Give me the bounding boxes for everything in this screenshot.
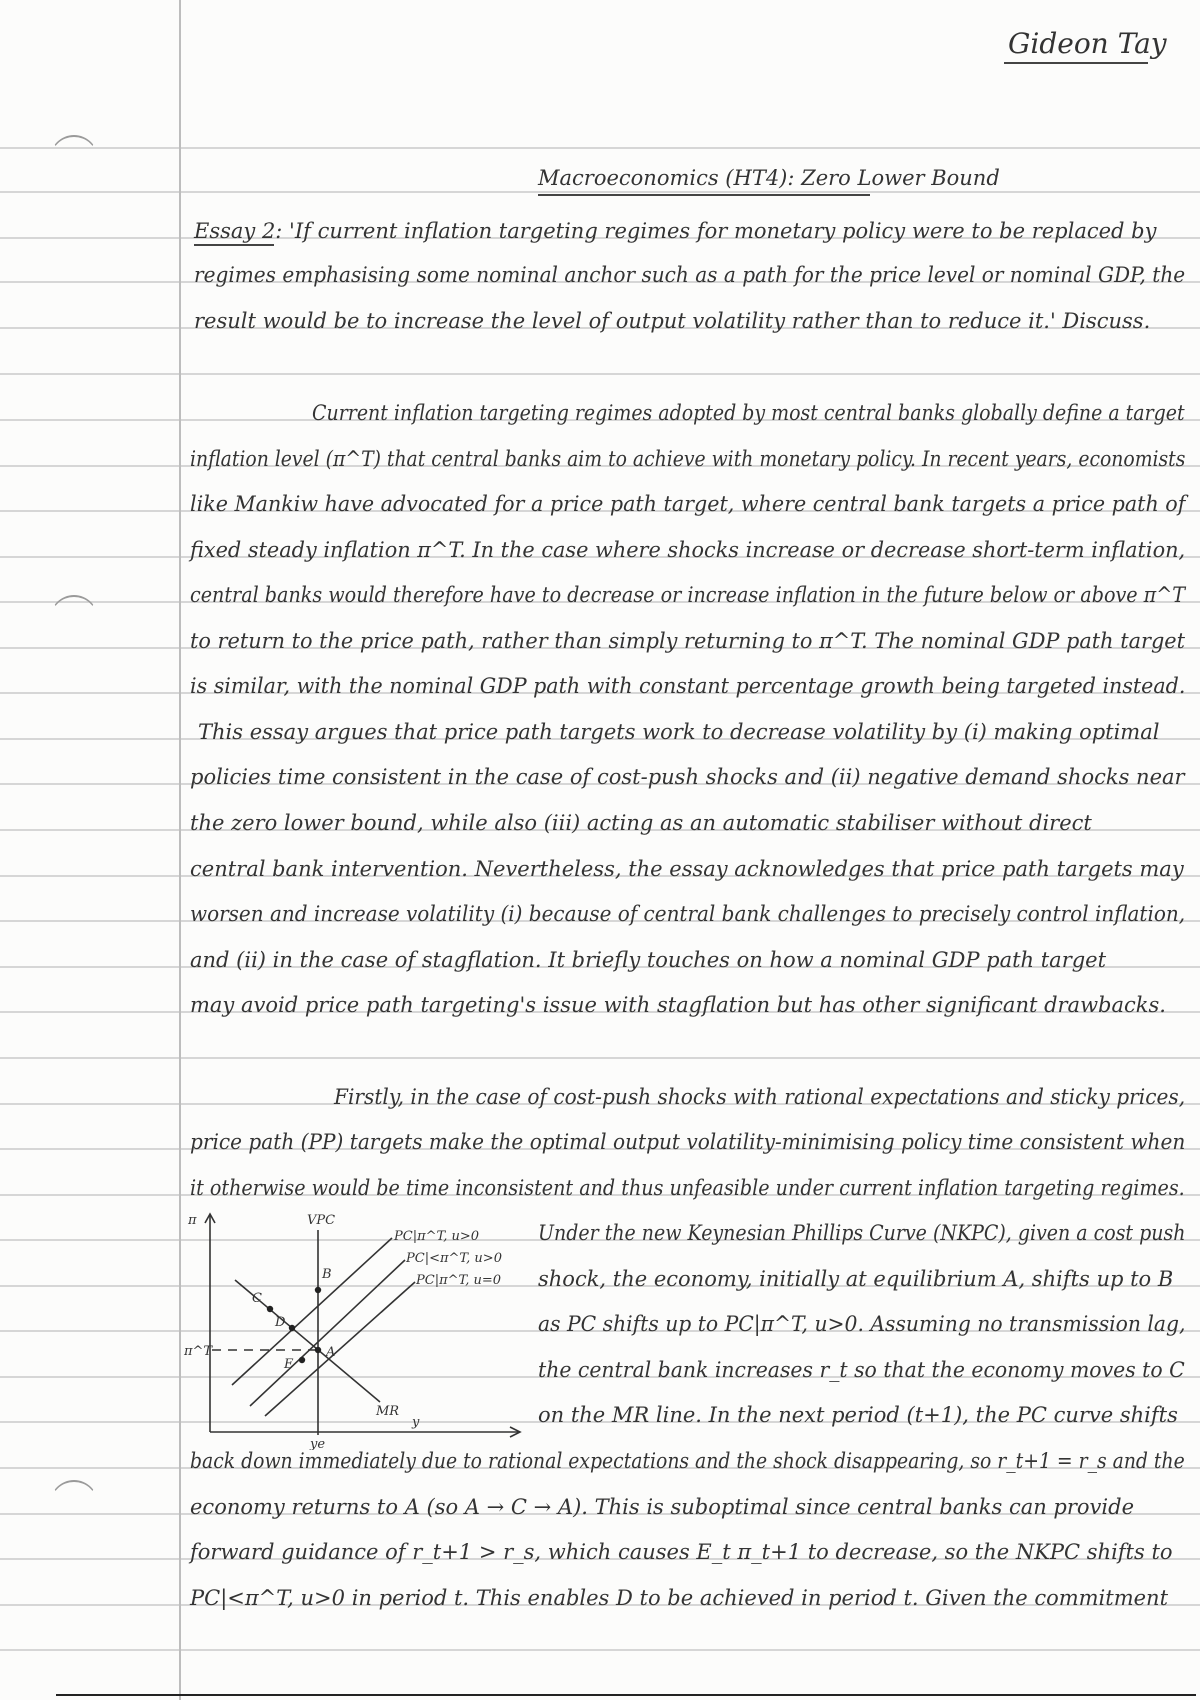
point-e [299, 1357, 305, 1363]
page-bottom-rule [56, 1694, 1196, 1696]
punch-hole [50, 135, 98, 183]
body-line: PC|<π^T, u>0 in period t. This enables D to be achieved in period t. Given the commitment [190, 1586, 1169, 1610]
body-line: the zero lower bound, while also (iii) acting as an automatic stabiliser without direct [190, 811, 1092, 835]
point-b [315, 1287, 321, 1293]
body-line: to return to the price path, rather than simply returning to π^T. The nominal GDP path target [190, 629, 1186, 653]
body-line: it otherwise would be time inconsistent and thus unfeasible under current inflation targeting regimes. [190, 1176, 1185, 1200]
body-line: forward guidance of r_t+1 > r_s, which causes E_t π_t+1 to decrease, so the NKPC shifts to [190, 1540, 1173, 1564]
body-line: shock, the economy, initially at equilibrium A, shifts up to B [538, 1267, 1174, 1291]
body-line: Under the new Keynesian Phillips Curve (NKPC), given a cost push [538, 1221, 1186, 1245]
curve-label-pc-up: PC|π^T, u>0 [394, 1229, 480, 1244]
body-line: like Mankiw have advocated for a price path target, where central bank targets a price path of [190, 492, 1186, 516]
author-name: Gideon Tay [1008, 27, 1167, 60]
point-label-e: E [284, 1357, 294, 1372]
curve-label-mr: MR [376, 1404, 400, 1419]
body-line: as PC shifts up to PC|π^T, u>0. Assuming no transmission lag, [538, 1312, 1186, 1336]
point-c [267, 1306, 273, 1312]
y-axis-label: π [188, 1213, 197, 1228]
essay-prompt-line: regimes emphasising some nominal anchor such as a path for the price level or nominal GDP, the [194, 263, 1186, 287]
point-d [289, 1325, 295, 1331]
point-label-c: C [252, 1291, 262, 1306]
point-a [315, 1347, 321, 1353]
point-label-b: B [322, 1267, 332, 1282]
x-tick-label: ye [310, 1437, 326, 1450]
curve-label-pc-below: PC|<π^T, u>0 [406, 1251, 502, 1266]
point-label-a: A [326, 1345, 336, 1360]
body-line: central bank intervention. Nevertheless, the essay acknowledges that price path targets may [190, 857, 1184, 881]
body-line: economy returns to A (so A → C → A). This is suboptimal since central banks can provide [190, 1495, 1135, 1519]
body-line: worsen and increase volatility (i) because of central bank challenges to precisely control inflation, [190, 902, 1186, 926]
body-line: Current inflation targeting regimes adopted by most central banks globally define a target [312, 401, 1185, 425]
pc-original [265, 1282, 415, 1416]
essay-label-underline [194, 244, 274, 246]
page-title: Macroeconomics (HT4): Zero Lower Bound [538, 166, 1000, 190]
body-line: This essay argues that price path targets work to decrease volatility by (i) making optimal [198, 720, 1160, 744]
body-line: is similar, with the nominal GDP path with constant percentage growth being targeted instead. [190, 674, 1186, 698]
body-line: price path (PP) targets make the optimal output volatility-minimising policy time consistent when [190, 1130, 1186, 1154]
body-line: Firstly, in the case of cost-push shocks with rational expectations and sticky prices, [334, 1085, 1186, 1109]
body-line: the central bank increases r_t so that the economy moves to C [538, 1358, 1185, 1382]
title-underline [538, 194, 870, 196]
essay-prompt-line: Essay 2: 'If current inflation targeting regimes for monetary policy were to be replaced by [194, 219, 1157, 243]
body-line: inflation level (π^T) that central banks aim to achieve with monetary policy. In recent years, economists [190, 447, 1186, 471]
x-axis-label: y [412, 1415, 420, 1430]
punch-hole [50, 595, 98, 643]
punch-hole [50, 1480, 98, 1528]
body-line: fixed steady inflation π^T. In the case where shocks increase or decrease short-term inflation, [190, 538, 1186, 562]
body-line: central banks would therefore have to decrease or increase inflation in the future below or above π^T [190, 583, 1186, 607]
y-tick-label: π^T [184, 1344, 213, 1359]
vpc-label: VPC [307, 1213, 336, 1228]
body-line: on the MR line. In the next period (t+1), the PC curve shifts [538, 1403, 1178, 1427]
curve-label-pc-original: PC|π^T, u=0 [416, 1273, 502, 1288]
author-underline [1004, 62, 1148, 64]
body-line: may avoid price path targeting's issue with stagflation but has other significant drawbacks. [190, 993, 1166, 1017]
point-label-d: D [275, 1315, 286, 1330]
body-line: and (ii) in the case of stagflation. It briefly touches on how a nominal GDP path target [190, 948, 1107, 972]
pc-shifted-up [232, 1238, 392, 1385]
body-line: back down immediately due to rational expectations and the shock disappearing, so r_t+1 = r_s and the [190, 1449, 1185, 1473]
body-line: policies time consistent in the case of cost-push shocks and (ii) negative demand shocks near [190, 765, 1185, 789]
essay-prompt-line: result would be to increase the level of output volatility rather than to reduce it.' Discuss. [194, 309, 1151, 333]
nkpc-diagram [180, 1210, 525, 1450]
